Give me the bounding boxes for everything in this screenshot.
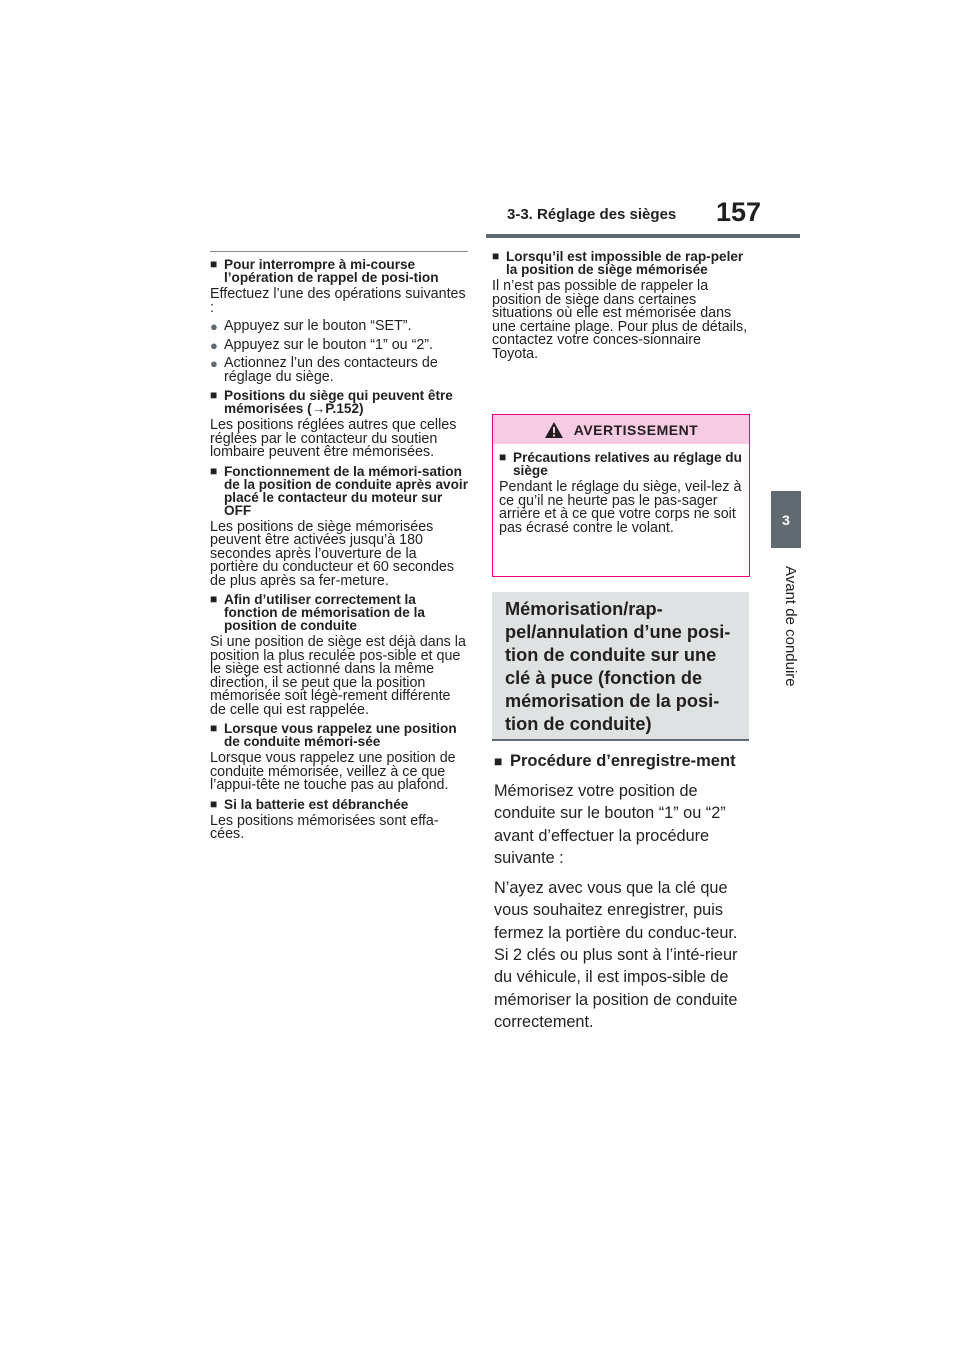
square-bullet-icon: ■ (499, 450, 507, 464)
section-text: Les positions de siège mémorisées peuvent être activées jusqu’à 180 secondes après l’ouverture de la portière du conducteur et 60 secondes de plus après sa fer-meture. (210, 518, 455, 589)
left-column (210, 251, 468, 847)
warning-box (492, 414, 750, 577)
square-bullet-icon: ■ (210, 257, 218, 271)
chapter-label: Avant de conduire (782, 566, 799, 687)
procedure-text: N’ayez avec vous que la clé que vous souhaitez enregistrer, puis fermez la portière du conduc-teur. (494, 879, 738, 942)
section-heading: ■ Si la batterie est débranchée (210, 796, 409, 812)
square-bullet-icon: ■ (210, 592, 218, 606)
main-heading: Mémorisation/rap-pel/annulation d’une posi-tion de conduite sur une clé à puce (fonction de mémorisation de la posi-tion de conduite) (492, 592, 749, 741)
column-rule (210, 251, 468, 252)
procedure-text: Si 2 clés ou plus sont à l’inté-rieur du véhicule, il est impos-sible de mémoriser la position de conduite correctement. (494, 946, 738, 1031)
section-heading: ■ Lorsqu’il est impossible de rap-peler la position de siège mémorisée (492, 249, 744, 277)
square-bullet-icon: ■ (210, 388, 218, 402)
section-heading: ■ Fonctionnement de la mémori-sation de la position de conduite après avoir placé le contacteur du moteur sur OFF (210, 463, 468, 518)
section-text: Si une position de siège est déjà dans la position la plus reculée pos-sible et que le siège est actionné dans la même direction, il se peut que la position mémorisée soit légè-rement différente de celle qui est rappelée. (210, 634, 466, 718)
section-title: 3-3. Réglage des sièges (507, 206, 677, 223)
section-text: Effectuez l’une des opérations suivantes : (210, 286, 466, 316)
section-heading: ■ Précautions relatives au réglage du siège (499, 450, 742, 478)
bullet-icon: ● (210, 356, 218, 371)
section-text: Il n’est pas possible de rappeler la position de siège dans certaines situations où elle est mémorisée dans une certaine plage. Pour plus de détails, contactez votre conces-sionnaire Toyota. (492, 278, 748, 362)
list-item: ● Appuyez sur le bouton “1” ou “2”. (210, 336, 434, 353)
square-bullet-icon: ■ (494, 753, 503, 769)
square-bullet-icon: ■ (210, 721, 218, 735)
square-bullet-icon: ■ (492, 249, 500, 263)
section-heading: ■ Afin d’utiliser correctement la fonction de mémorisation de la position de conduite (210, 592, 425, 633)
square-bullet-icon: ■ (210, 463, 218, 478)
bullet-icon: ● (210, 337, 218, 353)
warning-text: Pendant le réglage du siège, veil-lez à ce qu’il ne heurte pas le pas-sager arrière et à ce que votre corps ne soit pas écrasé contre le volant. (499, 479, 742, 536)
square-bullet-icon: ■ (210, 796, 218, 811)
chapter-number: 3 (782, 511, 790, 528)
header-rule (486, 234, 800, 238)
section-heading: ■ Pour interrompre à mi-course l’opération de rappel de posi-tion (210, 257, 439, 285)
warning-label: AVERTISSEMENT (573, 421, 699, 438)
warning-triangle-icon (544, 421, 564, 439)
list-item: ● Appuyez sur le bouton “SET”. (210, 318, 412, 334)
page-number: 157 (716, 197, 762, 227)
section-text: Les positions réglées autres que celles réglées par le contacteur du soutien lombaire peuvent être mémorisées. (210, 417, 457, 460)
bullet-icon: ● (210, 319, 218, 334)
section-heading: ■ Positions du siège qui peuvent être mémorisées (→P.152) (210, 388, 453, 416)
warning-body (493, 444, 749, 535)
chapter-tab (771, 491, 801, 548)
list-item: ● Actionnez l’un des contacteurs de réglage du siège. (210, 355, 438, 385)
procedure-text: Mémorisez votre position de conduite sur le bouton “1” ou “2” avant d’effectuer la procédure suivante : (494, 782, 726, 867)
section-heading: ■ Lorsque vous rappelez une position de conduite mémori-sée (210, 721, 457, 749)
procedure-section (494, 750, 752, 1033)
warning-header (493, 415, 749, 444)
section-text: Lorsque vous rappelez une position de conduite mémorisée, veillez à ce que l’appui-tête ne touche pas au plafond. (210, 750, 456, 793)
right-column-top (492, 246, 750, 366)
section-text: Les positions mémorisées sont effa-cées. (210, 812, 439, 842)
procedure-heading: ■ Procédure d’enregistre-ment (494, 752, 736, 770)
